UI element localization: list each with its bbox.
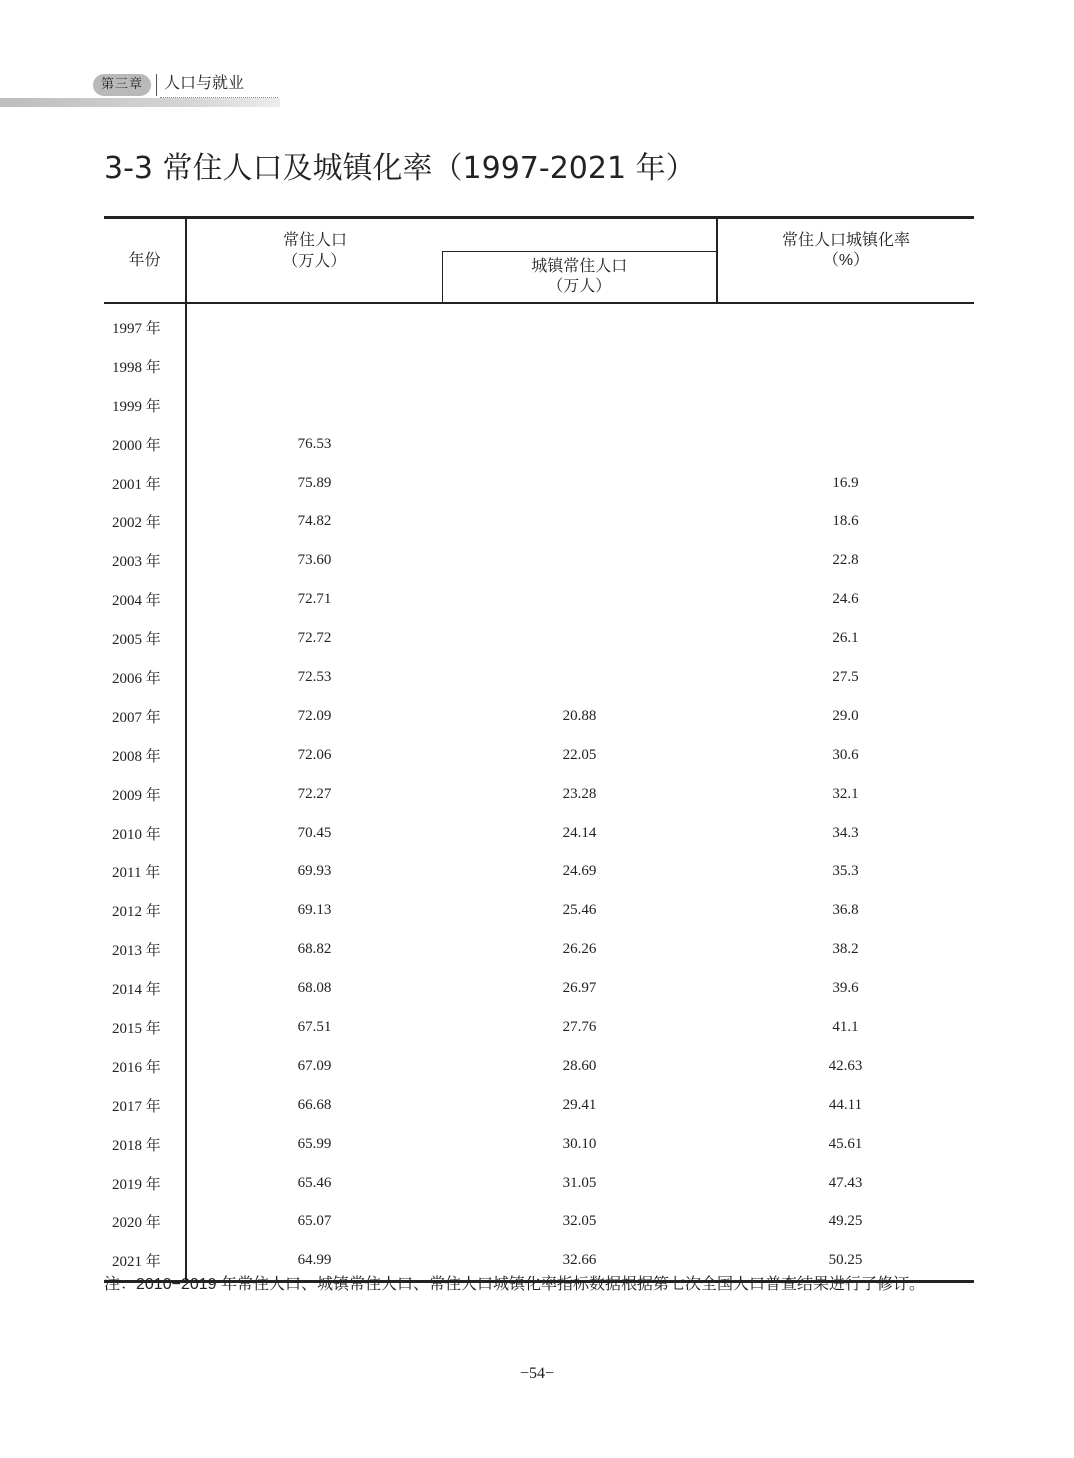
cell-year: 2012 年	[104, 891, 186, 930]
cell-year: 2018 年	[104, 1125, 186, 1164]
data-table-container	[104, 216, 974, 1283]
cell-population	[186, 347, 442, 386]
table-row	[104, 347, 974, 386]
header-population-label: 常住人口	[282, 232, 347, 249]
header-population	[186, 219, 717, 252]
cell-urban-population: 24.69	[562, 863, 597, 880]
header-bar	[0, 98, 280, 107]
cell-population: 66.68	[297, 1096, 332, 1113]
header-dotted-rule	[160, 97, 278, 98]
cell-urban-population	[442, 502, 717, 541]
header-urban-label: 城镇常住人口	[531, 258, 628, 275]
cell-population: 72.53	[297, 668, 332, 685]
cell-urbanization-rate: 34.3	[832, 824, 859, 841]
cell-population: 68.08	[297, 980, 332, 997]
table-row	[104, 1047, 974, 1086]
table-row	[104, 891, 974, 930]
cell-urbanization-rate	[717, 303, 974, 347]
cell-urbanization-rate: 38.2	[832, 941, 859, 958]
cell-population: 75.89	[297, 474, 332, 491]
table-row	[104, 425, 974, 464]
cell-year: 2004 年	[104, 580, 186, 619]
table-row	[104, 619, 974, 658]
cell-urban-population: 23.28	[562, 785, 597, 802]
cell-urban-population: 30.10	[562, 1135, 597, 1152]
cell-urbanization-rate: 18.6	[832, 513, 859, 530]
cell-year: 2001 年	[104, 464, 186, 503]
cell-year: 2019 年	[104, 1164, 186, 1203]
table-row	[104, 1008, 974, 1047]
cell-population: 65.99	[297, 1135, 332, 1152]
cell-population: 74.82	[297, 513, 332, 530]
cell-urban-population: 22.05	[562, 746, 597, 763]
cell-urbanization-rate: 50.25	[717, 1241, 974, 1281]
cell-urban-population: 32.66	[442, 1241, 717, 1281]
header-population-unit: （万人）	[282, 252, 347, 270]
cell-population: 72.27	[297, 785, 332, 802]
cell-year: 1998 年	[104, 347, 186, 386]
cell-urban-population: 29.41	[562, 1096, 597, 1113]
header-population-unit-cell	[186, 252, 442, 304]
cell-urbanization-rate	[717, 347, 974, 386]
cell-year: 2008 年	[104, 736, 186, 775]
cell-year: 2011 年	[104, 852, 186, 891]
cell-urban-population	[442, 425, 717, 464]
table-row	[104, 541, 974, 580]
cell-year: 1999 年	[104, 386, 186, 425]
cell-population: 67.51	[297, 1018, 332, 1035]
header-urban-population	[442, 252, 717, 304]
header-urbanization-rate	[717, 219, 974, 303]
cell-population: 70.45	[297, 824, 332, 841]
cell-year: 2020 年	[104, 1202, 186, 1241]
cell-urban-population	[442, 619, 717, 658]
chapter-badge: 第三章	[93, 74, 151, 96]
cell-year: 2006 年	[104, 658, 186, 697]
cell-year: 2003 年	[104, 541, 186, 580]
header-divider	[156, 74, 157, 96]
table-title: 3-3 常住人口及城镇化率（1997-2021 年）	[104, 151, 696, 186]
cell-urban-population	[442, 347, 717, 386]
cell-urbanization-rate	[717, 425, 974, 464]
footnote: 注：2010−2019 年常住人口、城镇常住人口、常住人口城镇化率指标数据根据第七次全国人口普查结果进行了修订。	[104, 1276, 925, 1293]
cell-urban-population: 20.88	[562, 707, 597, 724]
cell-urban-population	[442, 303, 717, 347]
page-number: −54−	[519, 1365, 555, 1382]
cell-urban-population	[442, 541, 717, 580]
cell-urbanization-rate: 32.1	[832, 785, 859, 802]
cell-year: 2015 年	[104, 1008, 186, 1047]
cell-year: 2002 年	[104, 502, 186, 541]
table-row	[104, 464, 974, 503]
cell-population: 72.06	[297, 746, 332, 763]
table-row	[104, 658, 974, 697]
cell-population: 76.53	[297, 435, 332, 452]
cell-urbanization-rate: 36.8	[832, 902, 859, 919]
header-urban-unit: （万人）	[547, 278, 612, 295]
cell-population: 69.93	[297, 863, 332, 880]
cell-urbanization-rate: 26.1	[832, 630, 859, 647]
cell-urban-population: 24.14	[562, 824, 597, 841]
cell-population	[186, 303, 442, 347]
cell-population: 69.13	[297, 902, 332, 919]
table-row	[104, 930, 974, 969]
table-row	[104, 697, 974, 736]
table-row	[104, 736, 974, 775]
population-table	[104, 216, 974, 1283]
cell-population: 72.09	[297, 707, 332, 724]
cell-urbanization-rate: 35.3	[832, 863, 859, 880]
cell-urbanization-rate: 27.5	[832, 668, 859, 685]
table-row	[104, 1125, 974, 1164]
cell-urbanization-rate: 29.0	[832, 707, 859, 724]
cell-year: 2010 年	[104, 814, 186, 853]
cell-urbanization-rate: 24.6	[832, 591, 859, 608]
table-row	[104, 814, 974, 853]
cell-year: 2009 年	[104, 775, 186, 814]
cell-population: 67.09	[297, 1057, 332, 1074]
cell-population: 72.71	[297, 591, 332, 608]
table-body	[104, 303, 974, 1282]
cell-urbanization-rate: 41.1	[832, 1018, 859, 1035]
cell-population: 65.46	[297, 1174, 332, 1191]
cell-urban-population: 26.97	[562, 980, 597, 997]
cell-population: 73.60	[297, 552, 332, 569]
cell-urbanization-rate: 49.25	[828, 1213, 863, 1230]
table-row	[104, 502, 974, 541]
table-row	[104, 580, 974, 619]
cell-urban-population	[442, 464, 717, 503]
cell-year: 1997 年	[104, 303, 186, 347]
cell-population	[186, 386, 442, 425]
cell-urban-population: 31.05	[562, 1174, 597, 1191]
cell-urbanization-rate: 16.9	[832, 474, 859, 491]
cell-urban-population	[442, 580, 717, 619]
cell-year: 2005 年	[104, 619, 186, 658]
cell-urbanization-rate: 22.8	[832, 552, 859, 569]
cell-urbanization-rate: 39.6	[832, 980, 859, 997]
chapter-name: 人口与就业	[164, 75, 245, 92]
cell-year: 2017 年	[104, 1086, 186, 1125]
cell-population: 64.99	[186, 1241, 442, 1281]
cell-urban-population: 27.76	[562, 1018, 597, 1035]
cell-year: 2014 年	[104, 969, 186, 1008]
cell-urban-population: 26.26	[562, 941, 597, 958]
table-row	[104, 386, 974, 425]
cell-urbanization-rate	[717, 386, 974, 425]
header-rate-label: 常住人口城镇化率	[781, 232, 910, 249]
cell-urbanization-rate: 44.11	[828, 1096, 863, 1113]
cell-population: 65.07	[297, 1213, 332, 1230]
cell-year: 2000 年	[104, 425, 186, 464]
running-header	[0, 70, 280, 110]
cell-urban-population: 32.05	[562, 1213, 597, 1230]
table-row	[104, 303, 974, 347]
cell-population: 72.72	[297, 630, 332, 647]
cell-urban-population	[442, 386, 717, 425]
header-year: 年份	[104, 219, 186, 303]
cell-urban-population: 25.46	[562, 902, 597, 919]
cell-urbanization-rate: 47.43	[828, 1174, 863, 1191]
header-rate-unit: （%）	[822, 252, 870, 269]
cell-urbanization-rate: 45.61	[828, 1135, 863, 1152]
cell-urbanization-rate: 30.6	[832, 746, 859, 763]
cell-urban-population	[442, 658, 717, 697]
cell-year: 2007 年	[104, 697, 186, 736]
table-row	[104, 969, 974, 1008]
table-row	[104, 852, 974, 891]
table-row	[104, 1086, 974, 1125]
cell-year: 2021 年	[104, 1241, 186, 1281]
table-row	[104, 1164, 974, 1203]
table-row	[104, 775, 974, 814]
cell-year: 2013 年	[104, 930, 186, 969]
cell-urban-population: 28.60	[562, 1057, 597, 1074]
cell-year: 2016 年	[104, 1047, 186, 1086]
table-row	[104, 1202, 974, 1241]
cell-population: 68.82	[297, 941, 332, 958]
cell-urbanization-rate: 42.63	[828, 1057, 863, 1074]
